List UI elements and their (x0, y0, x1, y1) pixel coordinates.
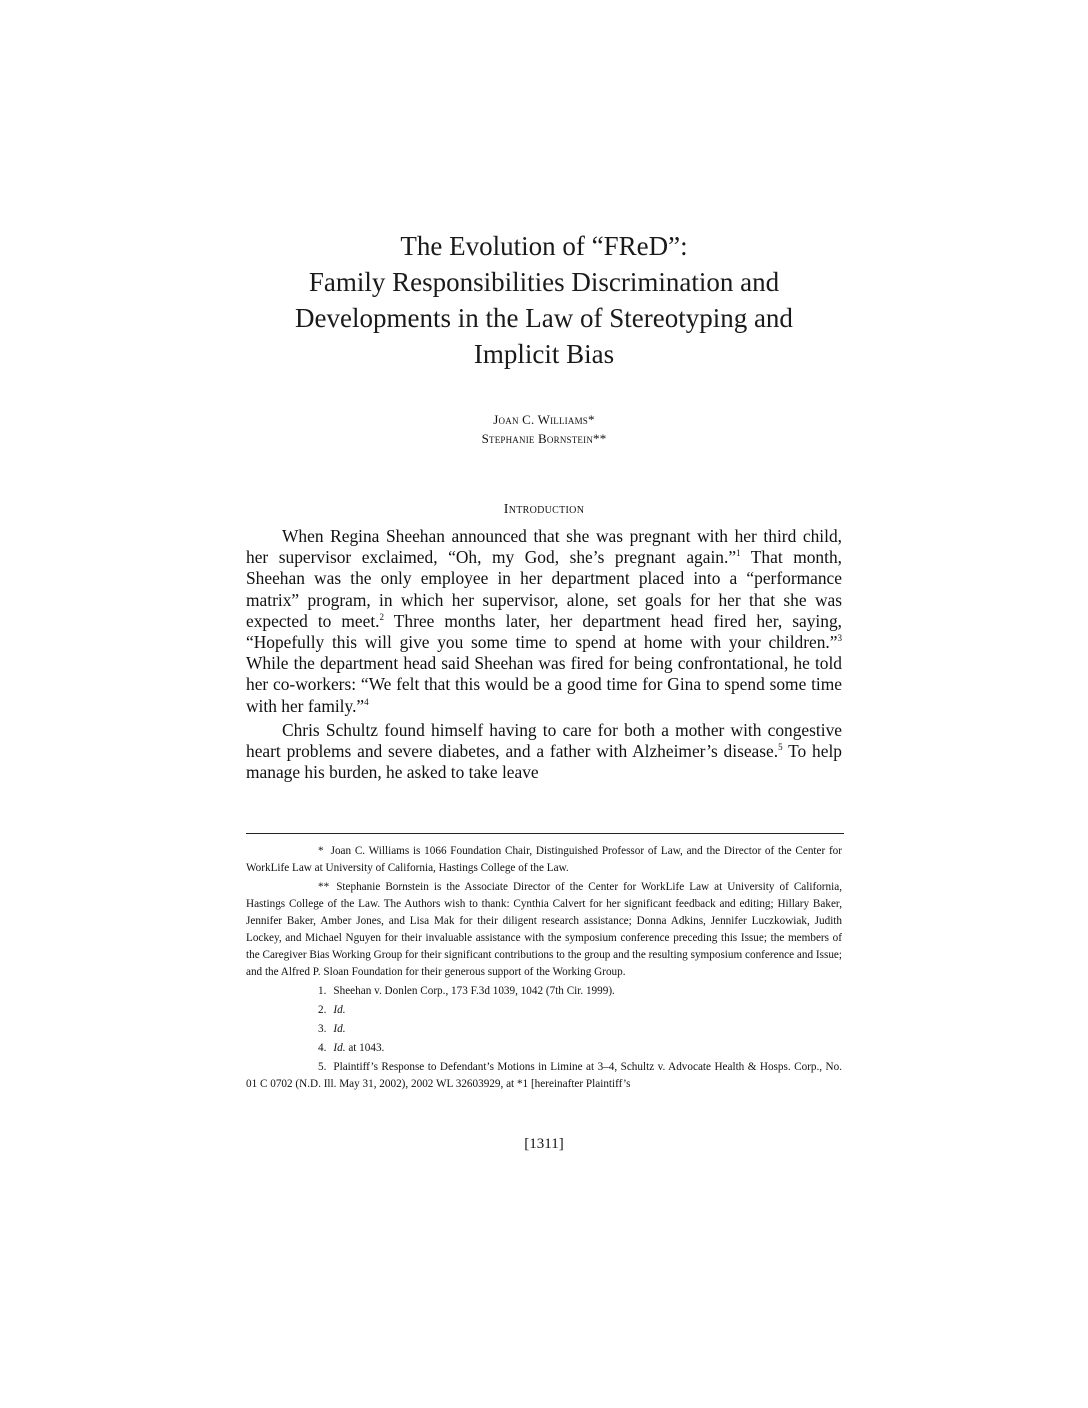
article-title (244, 228, 844, 372)
footnote-text: Plaintiff’s Response to Defendant’s Motions in Limine at 3–4, Schultz v. Advocate Health & Hosps. Corp., No. 01 C 0702 (N.D. Ill. May 31, 2002), 2002 WL 32603929, at *1 [hereinafter Plaintiff’s (246, 1061, 842, 1090)
footnote-text: Stephanie Bornstein is the Associate Director of the Center for WorkLife Law at University of California, Hastings College of the Law. The Authors wish to thank: Cynthia Calvert for her significant feedback and editing; Hillary Baker, Jennifer Baker, Amber Jones, and Lisa Mak for their diligent research assistance; Donna Adkins, Jennifer Luczkowiak, Judith Lockey, and Michael Nguyen for their invaluable assistance with the symposium conference preceding this Issue; the members of the Caregiver Bias Working Group for their significant contributions to the group and the resulting symposium conference and Issue; and the Alfred P. Sloan Foundation for their generous support of the Working Group. (246, 881, 842, 978)
author-name: Joan C. Williams* (493, 412, 595, 427)
paragraph-text: That month, Sheehan was the only employee in her department placed into a “performance matrix” program, in which her supervisor, alone, set goals for her that she was expected to meet. (246, 547, 842, 631)
section-heading: Introduction (503, 502, 585, 517)
title-line: The Evolution of “FReD”: (400, 231, 688, 261)
footnote (246, 879, 842, 981)
footnote-citation: Id. (333, 1004, 346, 1016)
footnotes (246, 843, 842, 1093)
author-list (244, 410, 844, 448)
page-number: [1311] (524, 1136, 564, 1152)
paragraph-text: Three months later, her department head fired her, saying, “Hopefully this will give you some time to spend at home with your children.” (246, 610, 842, 653)
footnote (246, 983, 842, 1000)
body-text (246, 526, 842, 783)
footnote-text: Joan C. Williams is 1066 Foundation Chair, Distinguished Professor of Law, and the Director of the Center for WorkLife Law at University of California, Hastings College of the Law. (246, 845, 842, 874)
footnote-mark: 1. (318, 985, 327, 997)
footnote-mark: 2. (318, 1004, 327, 1016)
footnote-ref[interactable]: 2 (379, 612, 385, 623)
footnote-citation: Id. (333, 1023, 346, 1035)
footnote (246, 843, 842, 877)
title-line: Developments in the Law of Stereotyping and (295, 303, 793, 333)
footnote-ref[interactable]: 1 (736, 548, 741, 559)
footnote-mark: * (318, 845, 324, 857)
footnote-mark: 5. (318, 1061, 327, 1073)
paragraph (246, 720, 842, 784)
footnote-ref[interactable]: 4 (364, 696, 369, 707)
footnote (246, 1021, 842, 1038)
title-line: Family Responsibilities Discrimination and (308, 267, 780, 297)
footnote-ref[interactable]: 5 (778, 742, 783, 753)
footnote-divider (246, 833, 844, 834)
paragraph-text: Chris Schultz found himself having to care for both a mother with congestive heart problems and severe diabetes, and a father with Alzheimer’s disease. (246, 719, 842, 762)
paragraph-text: When Regina Sheehan announced that she was pregnant with her third child, her supervisor exclaimed, “Oh, my God, she’s pregnant again.” (246, 526, 842, 568)
footnote-text: Sheehan v. Donlen Corp., 173 F.3d 1039, 1042 (7th Cir. 1999). (333, 985, 615, 997)
paragraph-text: To help manage his burden, he asked to take leave (246, 741, 842, 783)
title-line: Implicit Bias (473, 339, 615, 369)
footnote-mark: 4. (318, 1042, 327, 1054)
footnote (246, 1059, 842, 1093)
footnote (246, 1002, 842, 1019)
footnote-ref[interactable]: 3 (837, 633, 842, 644)
footnote-mark: ** (318, 881, 330, 893)
footnote-mark: 3. (318, 1023, 327, 1035)
footnote-citation: Id. (333, 1042, 346, 1054)
paragraph (246, 526, 842, 717)
author-name: Stephanie Bornstein** (481, 431, 607, 446)
footnote (246, 1040, 842, 1057)
footnote-text: at 1043. (345, 1042, 385, 1054)
paragraph-text: While the department head said Sheehan was fired for being confrontational, he told her co-workers: “We felt that this would be a good time for Gina to spend some time with her family.” (246, 653, 842, 716)
